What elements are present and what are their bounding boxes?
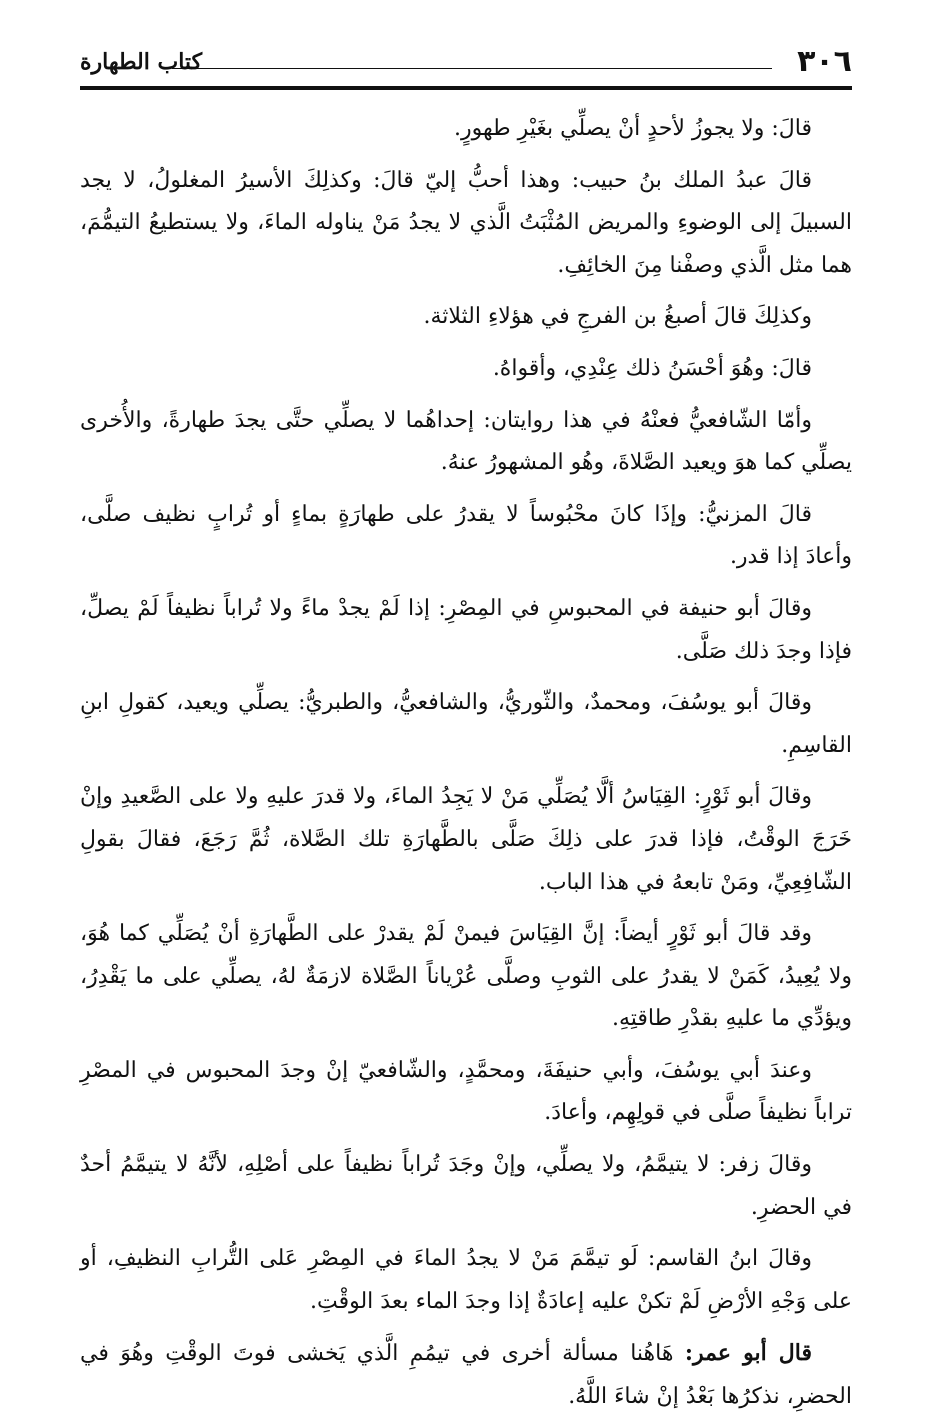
header-line [172, 68, 772, 69]
paragraph-text: وأمّا الشّافعيُّ فعنْهُ في هذا روايتان: إحداهُما لا يصلِّي حتَّى يجدَ طهارةً، والأُخرى يصلِّي كما هوَ ويعيد الصَّلاةَ، وهُو المشهورُ عنهُ. [80, 407, 852, 476]
paragraph [80, 400, 852, 485]
paragraph [80, 494, 852, 579]
paragraph-text: وقالَ أبو حنيفة في المحبوسِ في المِصْرِ: إذا لَمْ يجدْ ماءً ولا تُراباً نظيفاً لَمْ يصلِّ، فإذا وجدَ ذلك صَلَّى. [80, 595, 852, 664]
paragraph-text: قالَ المزنيُّ: وإذَا كانَ محْبُوساً لا يقدرُ على طهارَةٍ بماءٍ أو تُرابٍ نظيف صلَّى، وأعادَ إذا قدر. [80, 501, 852, 570]
paragraph-text: وعندَ أبي يوسُفَ، وأبي حنيفَةَ، ومحمَّدٍ، والشّافعيّ إنْ وجدَ المحبوس في المصْرِ تراباً نظيفاً صلَّى في قولِهِم، وأعادَ. [80, 1057, 852, 1126]
paragraph [80, 108, 852, 151]
paragraph-text: قالَ عبدُ الملك بنُ حبيب: وهذا أحبُّ إليّ قالَ: وكذلِكَ الأسيرُ المغلولُ، لا يجد السبيلَ إلى الوضوءِ والمريض المُثْبَتُ الَّذي لا يجدُ مَنْ يناوله الماءَ، ولا يستطيعُ التيمُّمَ، هما مثل الَّذي وصفْنا مِنَ الخائِفِ. [80, 167, 852, 278]
paragraph [80, 588, 852, 673]
paragraph-lead: قال أبو عمر: [684, 1340, 812, 1367]
paragraph [80, 296, 852, 339]
page-header [80, 42, 852, 92]
body-text [80, 108, 852, 1428]
paragraph-text: وقد قالَ أبو ثَوْرٍ أيضاً: إنَّ القِيَاسَ فيمنْ لَمْ يقدرْ على الطَّهارَةِ أنْ يُصَلِّي كما هُوَ، ولا يُعِيدُ، كَمَنْ لا يقدرُ على الثوبِ وصلَّى عُرْياناً الصَّلاة لازمَةٌ لهُ، يصلِّي على ما يَقْدِرُ، ويؤدِّي ما عليهِ بقدْرِ طاقتِهِ. [80, 921, 852, 1032]
paragraph-text: وقالَ أبو ثَوْرٍ: القِيَاسُ ألَّا يُصَلِّي مَنْ لا يَجِدُ الماءَ، ولا قدرَ عليهِ ولا على الصَّعيدِ وإنْ خَرَجَ الوقْتُ، فإذا قدرَ على ذلِكَ صَلَّى بالطَّهارَةِ تلك الصَّلاة، ثُمَّ رَجَعَ، فقالَ بقولِ الشّافِعِيِّ، ومَنْ تابعهُ في هذا الباب. [80, 784, 852, 895]
paragraph-text: هَاهُنا مسألة أخرى في تيمُمِ الَّذي يَخشى فوتَ الوقْتِ وهُوَ في الحضرِ، نذكرُها بَعْدُ إنْ شاءَ اللَّهُ. [80, 1341, 852, 1410]
paragraph [80, 1238, 852, 1323]
paragraph [80, 1050, 852, 1135]
paragraph [80, 348, 852, 391]
paragraph-text: وقالَ زفر: لا يتيمَّمُ، ولا يصلِّي، وإنْ وجَدَ تُراباً نظيفاً على أصْلِهِ، لأنَّهُ لا يتيمَّمُ أحدٌ في الحضرِ. [80, 1152, 852, 1220]
paragraph [80, 1144, 852, 1229]
paragraph [80, 776, 852, 904]
book-title: كتاب الطهارة [80, 49, 203, 75]
paragraph [80, 1332, 852, 1418]
paragraph-text: وقالَ أبو يوسُفَ، ومحمدٌ، والثّوريُّ، والشافعيُّ، والطبريُّ: يصلِّي ويعيد، كقولِ ابنِ القاسِمِ. [80, 690, 852, 758]
page-number: ٣٠٦ [797, 44, 852, 79]
header-rule [80, 86, 852, 90]
paragraph-text: وكذلِكَ قالَ أصبغُ بن الفرجِ في هؤلاءِ الثلاثة. [423, 304, 812, 330]
paragraph [80, 160, 852, 288]
paragraph-text: قالَ: ولا يجوزُ لأحدٍ أنْ يصلِّي بغَيْرِ طهورٍ. [454, 116, 812, 141]
paragraph-text: قالَ: وهُوَ أحْسَنُ ذلك عِنْدِي، وأقواهُ. [492, 355, 812, 381]
paragraph [80, 682, 852, 767]
paragraph [80, 913, 852, 1041]
paragraph-text: وقالَ ابنُ القاسم: لَو تيمَّمَ مَنْ لا يجدُ الماءَ في المِصْرِ عَلى التُّرابِ النظيفِ، أو على وَجْهِ الأرْضِ لَمْ تكنْ عليه إعادَةٌ إذا وجدَ الماء بعدَ الوقْتِ. [80, 1246, 852, 1314]
